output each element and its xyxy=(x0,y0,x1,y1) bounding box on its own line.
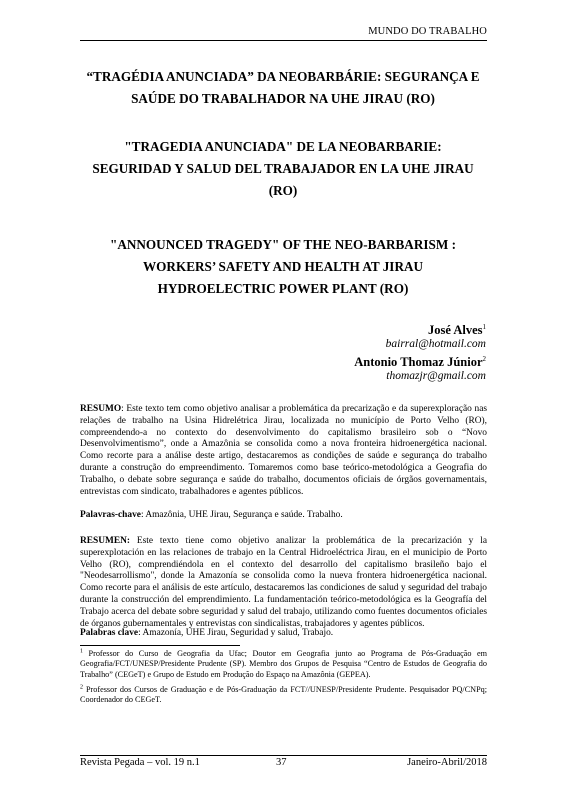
footnote-mark: 1 xyxy=(80,648,83,655)
footnote-mark: 2 xyxy=(482,354,486,363)
abstract-pt-label: RESUMO xyxy=(80,404,122,414)
title-en-line: WORKERS’ SAFETY AND HEALTH AT JIRAU xyxy=(142,259,424,274)
title-es xyxy=(60,136,506,202)
title-en-line: "ANNOUNCED TRAGEDY" OF THE NEO-BARBARISM : xyxy=(110,237,456,252)
header-rule xyxy=(80,40,487,41)
author-name: Antonio Thomaz Júnior xyxy=(354,355,483,369)
title-es-line: (RO) xyxy=(268,183,298,198)
journal-name: Revista Pegada – vol. 19 n.1 xyxy=(80,757,200,768)
keywords-pt xyxy=(80,509,487,521)
author-1 xyxy=(428,321,486,339)
footer-rule xyxy=(80,755,487,756)
footnote-2 xyxy=(80,685,487,706)
title-es-line: SEGURIDAD Y SALUD DEL TRABAJADOR EN LA UHE JIRAU xyxy=(92,161,474,176)
page-number: 37 xyxy=(276,757,287,768)
abstract-pt-text: : Este texto tem como objetivo analisar a problemática da precarização e da superexploração nas relações de trabalho na Usina Hidrelétrica Jirau, localizada no município de Porto Velho (RO), compreendendo-a no contexto do desenvolvimento do capitalismo brasileiro sob o “Novo Desenvolvimentismo”, onde a Amazônia se consolida como a nova fronteira hidroenergética nacional. Como recorte para a análise deste artigo, destacaremos as condições de saúde e segurança do trabalho durante a construção do empreendimento. Tomaremos como base teórico-metodológica a Geografia do Trabalho, o debate sobre segurança e saúde do trabalho, documentos oficiais de órgãos governamentais, entrevistas com sindicato, trabalhadores e agentes públicos. xyxy=(80,404,487,497)
title-en-line: HYDROELECTRIC POWER PLANT (RO) xyxy=(157,281,409,296)
abstract-es-label: RESUMEN: xyxy=(80,536,131,546)
running-header: MUNDO DO TRABALHO xyxy=(368,26,487,37)
keywords-es xyxy=(80,627,487,639)
footnote-text: Professor do Curso de Geografia da Ufac; Doutor em Geografia junto ao Programa de Pós-Graduação em Geografia/FCT/UNESP/Presidente Prudente (SP). Membro dos Grupos de Pesquisa “Centro de Estudos de Geografia do Trabalho” (CEGeT) e Grupo de Estudo em Produção do Espaço na Amazônia (GEPEA). xyxy=(80,649,487,679)
keywords-es-text: : Amazonía, UHE Jirau, Seguridad y salud, Trabajo. xyxy=(138,628,334,638)
footnote-mark: 1 xyxy=(482,322,486,331)
author-2-email[interactable]: thomazjr@gmail.com xyxy=(386,370,486,382)
author-2 xyxy=(354,353,486,371)
footnote-1 xyxy=(80,649,487,680)
title-en xyxy=(60,234,506,300)
title-pt-line: SAÚDE DO TRABALHADOR NA UHE JIRAU (RO) xyxy=(131,91,435,106)
abstract-pt xyxy=(80,404,487,498)
abstract-es-text: Este texto tiene como objetivo analizar la problemática de la precarización y la superexplotación en las relaciones de trabajo en la Central Hidroeléctrica Jirau, en el municipio de Porto Velho (RO), comprendiéndola en el contexto del desarrollo del capitalismo brasileño bajo el "Neodesarrollismo", donde la Amazonía se consolida como la nueva frontera hidroenergética nacional. Como recorte para el análisis de este artículo, destacaremos las condiciones de salud y seguridad del trabajo durante la construcción del emprendimiento. La fundamentación teórico-metodológica es la Geografía del Trabajo acerca del debate sobre seguridad y salud del trabajo, utilizando como fuentes documentos oficiales de órganos gubernamentales y entrevistas con sindicalistas, trabajadores y agentes públicos. xyxy=(80,536,487,629)
keywords-pt-text: : Amazônia, UHE Jirau, Segurança e saúde. Trabalho. xyxy=(140,510,343,520)
title-pt xyxy=(60,66,506,110)
issue-date: Janeiro-Abril/2018 xyxy=(407,757,487,768)
footnote-mark: 2 xyxy=(80,684,83,691)
footnote-rule xyxy=(80,645,240,646)
abstract-es xyxy=(80,536,487,630)
keywords-es-label: Palabras clave xyxy=(80,628,139,638)
keywords-pt-label: Palavras-chave xyxy=(80,510,141,520)
title-es-line: "TRAGEDIA ANUNCIADA" DE LA NEOBARBARIE: xyxy=(124,139,442,154)
author-name: José Alves xyxy=(427,323,483,337)
author-1-email[interactable]: bairral@hotmail.com xyxy=(385,338,486,350)
title-pt-line: “TRAGÉDIA ANUNCIADA” DA NEOBARBÁRIE: SEGURANÇA E xyxy=(86,69,480,84)
footnote-text: Professor dos Cursos de Graduação e de Pós-Graduação da FCT//UNESP/Presidente Prudente. Pesquisador PQ/CNPq; Coordenador do CEGeT. xyxy=(80,685,487,705)
